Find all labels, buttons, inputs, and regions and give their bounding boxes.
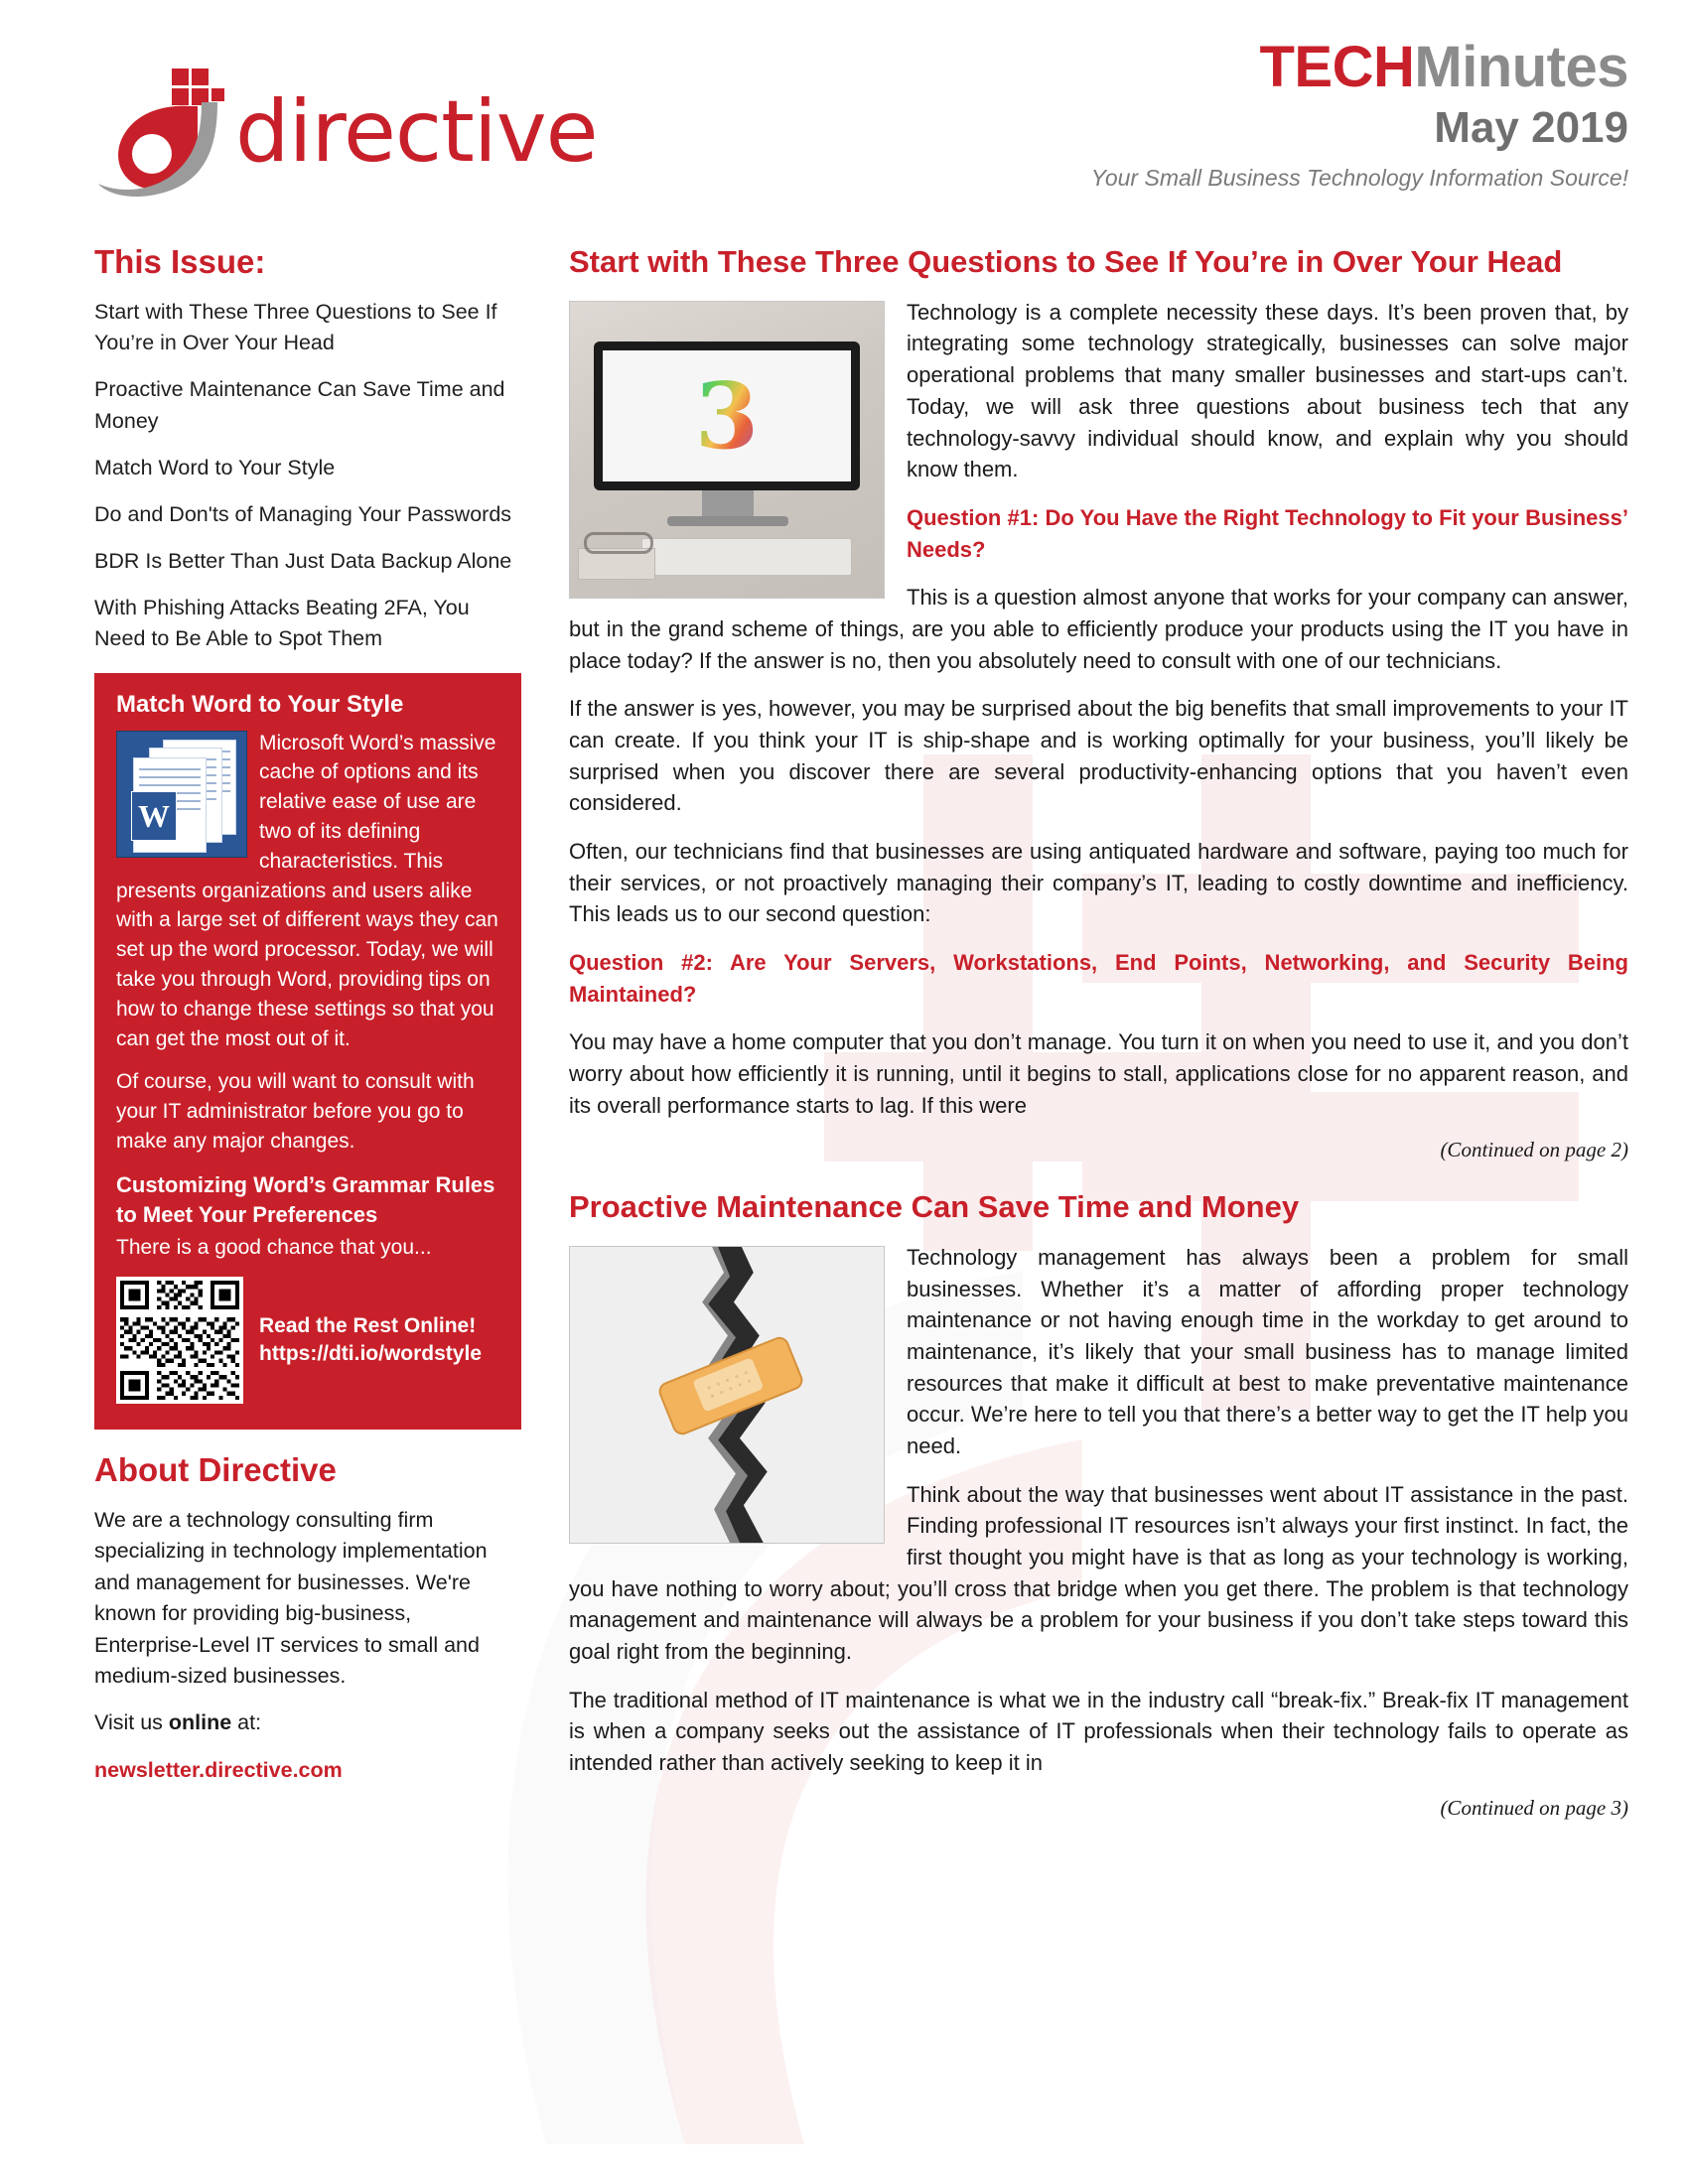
qr-code-icon[interactable] bbox=[116, 1277, 243, 1404]
tagline: Your Small Business Technology Information Source! bbox=[1090, 164, 1628, 191]
issue-item[interactable]: BDR Is Better Than Just Data Backup Alone bbox=[94, 549, 512, 574]
issue-item[interactable]: Start with These Three Questions to See If You’re in Over Your Head bbox=[94, 300, 497, 355]
article-2-title: Proactive Maintenance Can Save Time and Money bbox=[569, 1189, 1300, 1225]
article-1-paragraph-2: This is a question almost anyone that works for your company can answer, but in the grand scheme of things, are you able to efficiently produce your products using the IT you have in place today? If the answer is no, then you absolutely need to consult with one of our technicians. bbox=[569, 585, 1628, 673]
title-light: Minutes bbox=[1414, 35, 1628, 99]
article-1-paragraph-3: If the answer is yes, however, you may be surprised about the big benefits that small improvements to your IT can create. If you think your IT is ship-shape and is working optimally for your business, you’ll likely be surprised when you discover there are several productivity-enhancing options that you haven’t even considered. bbox=[569, 696, 1628, 816]
article-1-paragraph-1: Technology is a complete necessity these days. It’s been proven that, by integrating some technology strategically, businesses can solve major operational problems that many smaller businesses and start-ups can’t. Today, we will ask three questions about business tech that any technology-savvy individual should know, and explain why you should know them. bbox=[907, 299, 1628, 482]
article-2-paragraph-1: Technology management has always been a problem for small businesses. Whether it’s a matter of affording proper technology maintenance or not having enough time in the workday to get around to maintenance, it’s likely that your small business has to manage limited resources that make it difficult at best to make preventative maintenance occur. We’re here to tell you that there’s a better way to get the IT help you need. bbox=[907, 1245, 1628, 1459]
page-header bbox=[0, 0, 1688, 243]
about-title: About Directive bbox=[94, 1451, 337, 1489]
page-body bbox=[0, 243, 1688, 1821]
feature-subhead: Customizing Word’s Grammar Rules to Meet Your Preferences bbox=[116, 1171, 495, 1227]
article-1-continued: (Continued on page 2) bbox=[1440, 1138, 1628, 1162]
main-column bbox=[569, 243, 1628, 1821]
monitor-with-number-three-image bbox=[569, 301, 885, 599]
qr-label bbox=[259, 1312, 482, 1369]
issue-item[interactable]: With Phishing Attacks Beating 2FA, You Need to Be Able to Spot Them bbox=[94, 596, 470, 651]
qr-row bbox=[116, 1277, 499, 1404]
feature-paragraph-3: There is a good chance that you... bbox=[116, 1236, 432, 1260]
article-1-paragraph-5: You may have a home computer that you don’t manage. You turn it on when you need to use it, and you don’t worry about how efficiently it is running, until it begins to stall, applications close for no apparent reason, and its overall performance starts to lag. If this were bbox=[569, 1029, 1628, 1118]
visit-bold: online bbox=[168, 1710, 232, 1735]
visit-prefix: Visit us bbox=[94, 1710, 169, 1735]
article-1-title: Start with These Three Questions to See If You’re in Over Your Head bbox=[569, 244, 1563, 279]
feature-title: Match Word to Your Style bbox=[116, 690, 404, 718]
feature-paragraph-2: Of course, you will want to consult with your IT administrator before you go to make any major changes. bbox=[116, 1070, 475, 1154]
article-1-question-1-head: Question #1: Do You Have the Right Technology to Fit your Business’ Needs? bbox=[907, 504, 1628, 562]
qr-label-line1: Read the Rest Online! bbox=[259, 1313, 477, 1337]
article-2-paragraph-2: Think about the way that businesses went about IT assistance in the past. Finding professional IT resources isn’t always your first instinct. In fact, the first thought you might have is that as long as your technology is working, you have nothing to worry about; you’ll cross that bridge when you get there. The problem is that technology management and maintenance will always be a problem for your business if you don’t take steps toward this goal right from the beginning. bbox=[569, 1481, 1628, 1665]
article-1-paragraph-4: Often, our technicians find that businesses are using antiquated hardware and software, paying too much for their services, or not proactively managing their company’s IT, leading to costly downtime and inefficiency. This leads us to our second question: bbox=[569, 838, 1628, 927]
this-issue-title: This Issue: bbox=[94, 243, 266, 280]
microsoft-word-icon: W bbox=[116, 731, 247, 858]
number-three-graphic: 3 bbox=[694, 361, 759, 470]
keyboard-icon bbox=[641, 538, 852, 576]
cracked-wall-with-bandage-image bbox=[569, 1246, 885, 1544]
brand-logo bbox=[94, 63, 598, 202]
masthead bbox=[1091, 28, 1628, 192]
issue-item[interactable]: Match Word to Your Style bbox=[94, 455, 336, 479]
about-paragraph: We are a technology consulting firm specializing in technology implementation and management for businesses. We're known for providing big-business, Enterprise-Level IT services to small and medium-sized businesses. bbox=[94, 1508, 488, 1688]
article-proactive-maintenance bbox=[569, 1188, 1628, 1821]
sidebar bbox=[94, 243, 521, 1821]
feature-paragraph-1: Microsoft Word’s massive cache of options and its relative ease of use are two of its defining characteristics. This presents organizations and users alike with a large set of different ways they can set up the word processor. Today, we will take you through Word, providing tips on how to change these settings so that you can get the most out of it. bbox=[116, 731, 498, 1050]
glasses-icon bbox=[584, 532, 653, 554]
qr-label-line2[interactable]: https://dti.io/wordstyle bbox=[259, 1342, 482, 1366]
directive-logo-icon bbox=[94, 63, 243, 202]
issue-date: May 2019 bbox=[1434, 102, 1628, 152]
about-section bbox=[94, 1451, 521, 1786]
visit-suffix: at: bbox=[231, 1710, 262, 1735]
about-visit-line bbox=[94, 1707, 521, 1738]
monitor-icon bbox=[594, 341, 860, 490]
newsletter-link[interactable]: newsletter.directive.com bbox=[94, 1757, 343, 1782]
article-over-your-head bbox=[569, 243, 1628, 1162]
issue-item[interactable]: Do and Don'ts of Managing Your Passwords bbox=[94, 501, 512, 526]
title-strong: TECH bbox=[1259, 35, 1415, 99]
article-1-question-2-head: Question #2: Are Your Servers, Workstations, End Points, Networking, and Security Being Maintained? bbox=[569, 949, 1628, 1007]
issue-item[interactable]: Proactive Maintenance Can Save Time and Money bbox=[94, 377, 505, 433]
feature-callout bbox=[94, 673, 521, 1431]
article-2-continued: (Continued on page 3) bbox=[1440, 1795, 1628, 1820]
publication-title bbox=[1091, 35, 1628, 99]
article-2-paragraph-3: The traditional method of IT maintenance is what we in the industry call “break-fix.” Break-fix IT management is when a company seeks out the assistance of IT professionals when their technology fails to operate as intended rather than actively seeking to keep it in bbox=[569, 1687, 1628, 1776]
logo-wordmark: directive bbox=[235, 82, 598, 182]
